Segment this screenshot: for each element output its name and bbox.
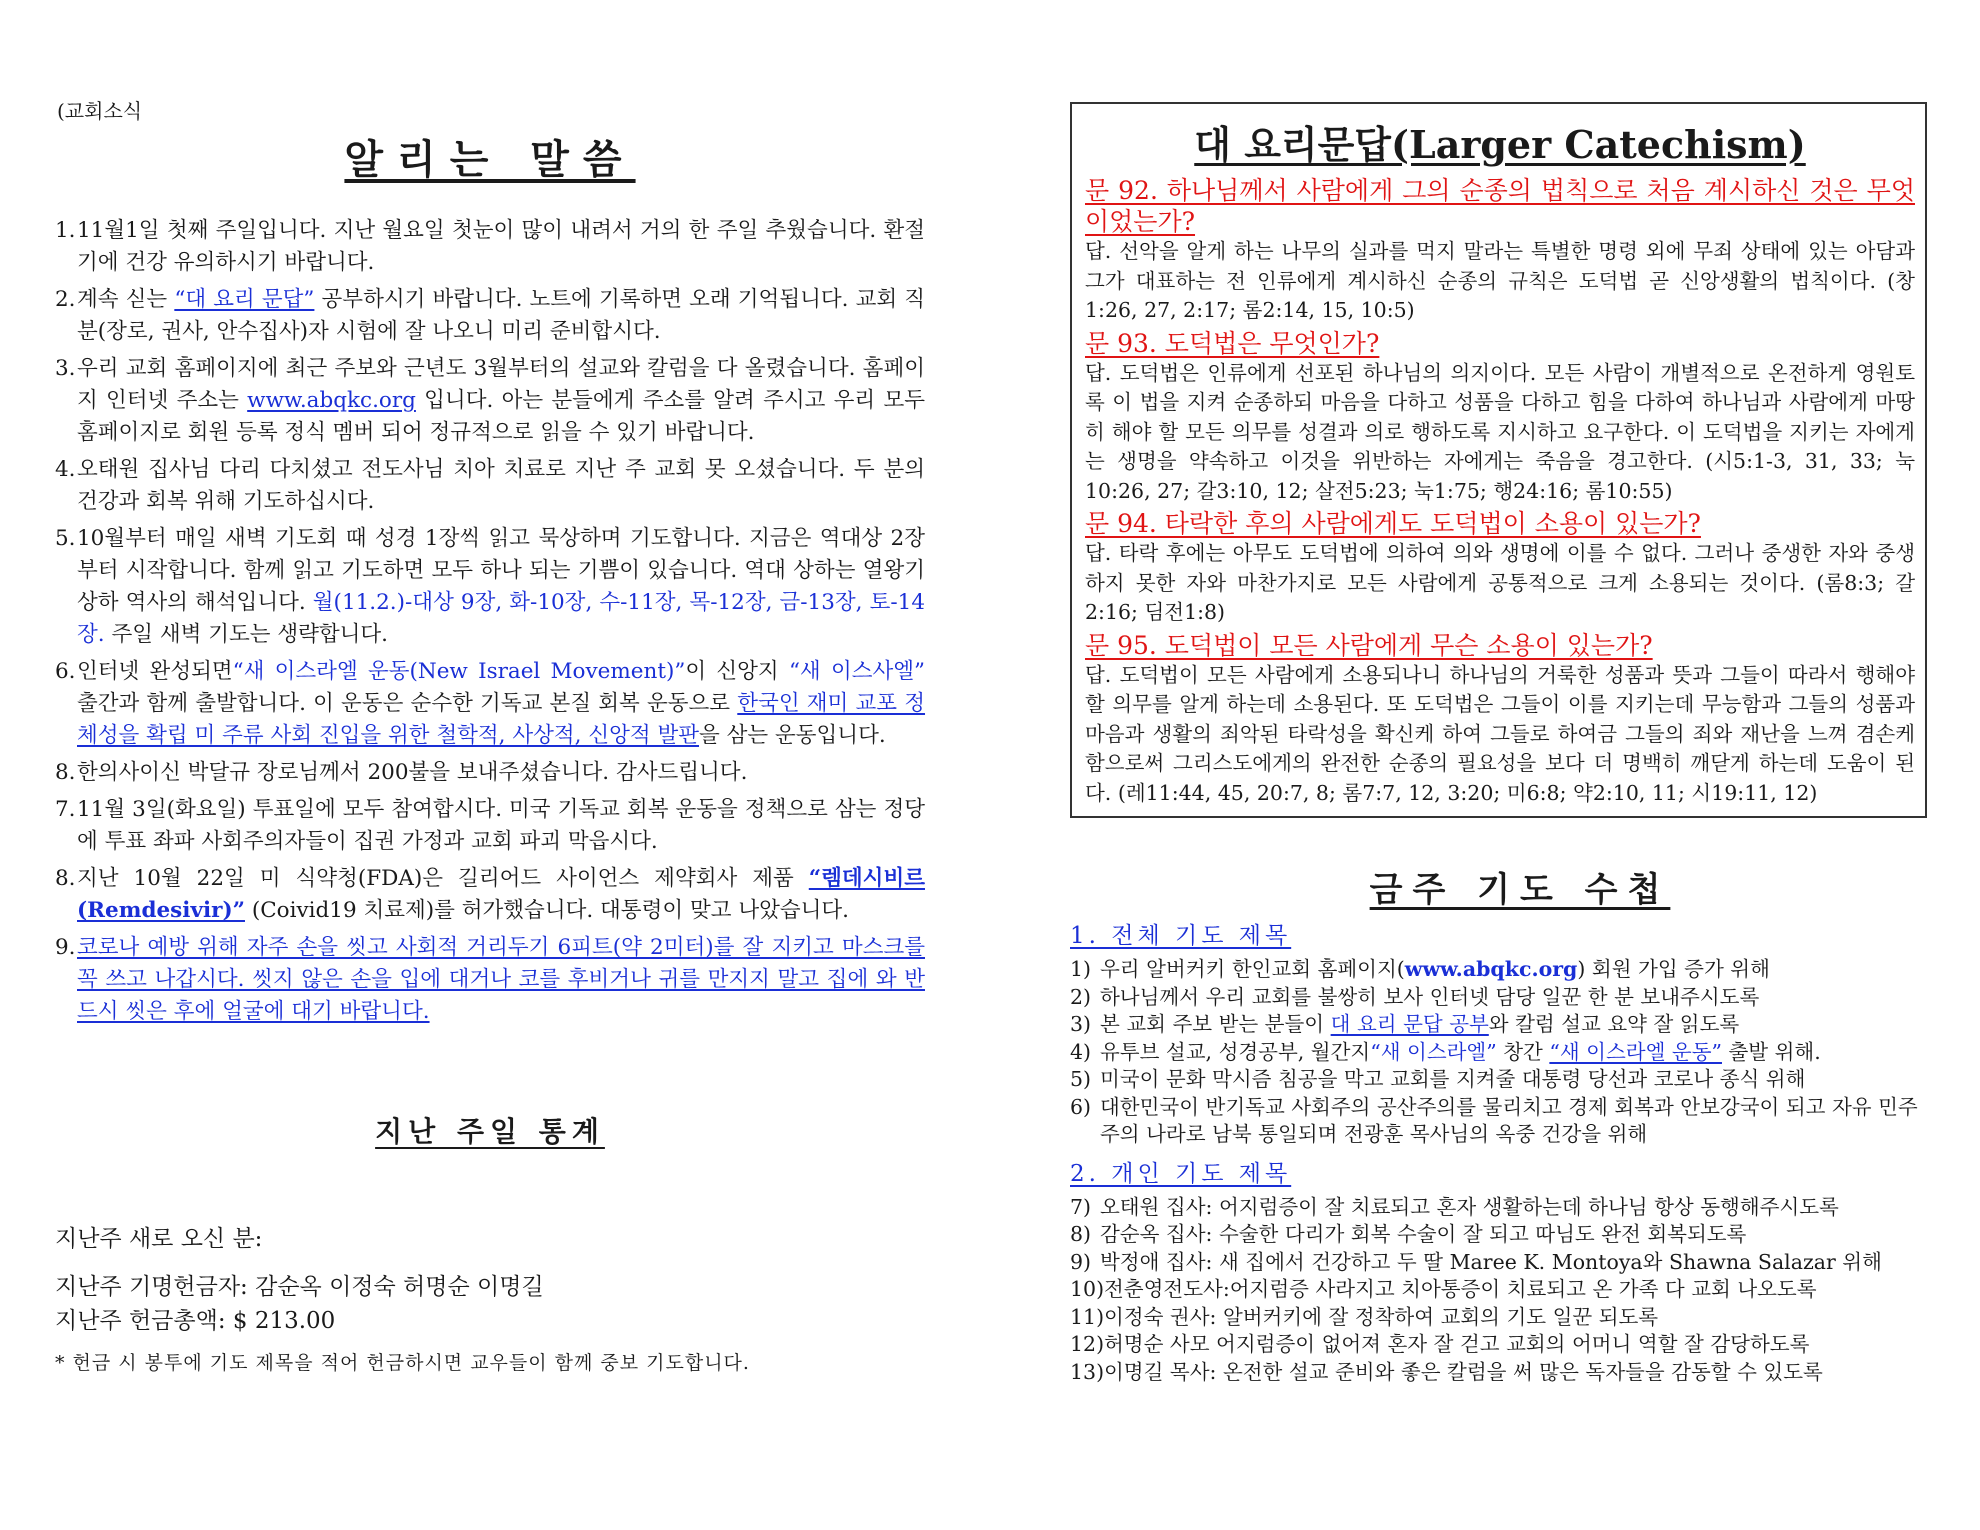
- announcements-title: 알리는 말씀: [344, 136, 636, 183]
- prayer-number: 12): [1070, 1332, 1105, 1356]
- text-run: 주일 새벽 기도는 생략합니다.: [104, 622, 389, 647]
- text-run: 을 삼는 운동입니다.: [699, 723, 886, 748]
- text-run: 출발 위해.: [1721, 1039, 1821, 1064]
- catechism-question: 문 94. 타락한 후의 사람에게도 도덕법이 소용이 있는가?: [1085, 509, 1701, 538]
- catechism-list: [1085, 175, 1915, 808]
- prayer-item: [1070, 984, 1930, 1012]
- text-run: www.abqkc.org: [1404, 957, 1578, 981]
- prayer-text: [1100, 956, 1930, 984]
- text-run: (Coivid19 치료제)를 허가했습니다. 대통령이 맞고 나았습니다.: [244, 898, 849, 923]
- prayer-number: 3): [1070, 1012, 1092, 1036]
- prayer-number: 10): [1070, 1277, 1105, 1301]
- announcement-number: 7.: [55, 797, 76, 822]
- catechism-answer: 답. 타락 후에는 아무도 도덕법에 의하여 의와 생명에 이를 수 없다. 그러나 중생한 자와 중생하지 못한 자와 마찬가지로 모든 사람에게 공통적으로 크게 소용되는 것이다. (롬8:3; 갈2:16; 딤전1:8): [1085, 541, 1915, 624]
- catechism-question: 문 92. 하나님께서 사람에게 그의 순종의 법칙으로 처음 계시하신 것은 무엇이었는가?: [1085, 176, 1915, 236]
- announcement-number: 8.: [55, 866, 76, 891]
- text-run: 우리 알버커키 한인교회 홈페이지(: [1100, 957, 1405, 981]
- announcement-item: [55, 353, 925, 449]
- prayer-item: [1070, 1359, 1930, 1387]
- text-run: 한의사이신 박달규 장로님께서 200불을 보내주셨습니다. 감사드립니다.: [77, 760, 748, 785]
- catechism-box: [1070, 102, 1927, 818]
- named-donors: 지난주 기명헌금자: 감순옥 이정숙 허명순 이명길: [55, 1274, 544, 1300]
- prayer-text: 허명순 사모 어지럼증이 없어져 혼자 잘 걷고 교회의 어머니 역할 잘 감당하도록: [1104, 1332, 1810, 1356]
- announcement-number: 4.: [55, 457, 76, 482]
- prayer-number: 6): [1070, 1094, 1092, 1119]
- text-run: 본 교회 주보 받는 분들이: [1100, 1012, 1331, 1036]
- prayer-number: 2): [1070, 984, 1092, 1009]
- prayer-item: [1070, 1194, 1930, 1222]
- text-run: “렘데시비르 (Remdesivir)”: [77, 866, 925, 923]
- stats-title: 지난 주일 통계: [375, 1115, 605, 1148]
- text-run: “새 이스라엘 운동(New Israel Movement)”: [232, 659, 686, 684]
- text-run: 출간과 함께 출발합니다. 이 운동은 순수한 기독교 본질 회복 운동으로: [77, 691, 738, 716]
- text-run: www.abqkc.org: [247, 388, 416, 413]
- prayer-item: [1070, 956, 1930, 984]
- prayer-section-personal: 2. 개인 기도 제목: [1070, 1160, 1292, 1187]
- prayer-section-general: 1. 전체 기도 제목: [1070, 923, 1292, 949]
- text-run: 월(11.2.)-대상 9장, 화-10장, 수-11장, 목-12장, 금-13장, 토-14장.: [77, 590, 925, 647]
- prayer-item: [1070, 1011, 1930, 1039]
- announcement-number: 3.: [55, 356, 76, 381]
- prayer-number: 5): [1070, 1067, 1092, 1091]
- text-run: 대 요리 문답 공부: [1330, 1012, 1489, 1036]
- catechism-answer: 답. 도덕법은 인류에게 선포된 하나님의 의지이다. 모든 사람이 개별적으로 온전하게 영원토록 이 법을 지켜 순종하되 마음을 다하고 성품을 다하고 힘을 다하여 하나님과 사람에게 마땅히 해야 할 모든 의무를 성결과 의로 행하도록 지시하고 요구한다. 이 도덕법을 지키는 자에게는 생명을 약속하고 이것을 위반하는 자에게는 죽음을 경고한다. (시5:1-3, 31, 33; 눅10:26, 27; 갈3:10, 12; 살전5:23; 눅1:75; 행24:16; 롬10:55): [1085, 360, 1915, 503]
- text-run: 인터넷 완성되면: [77, 659, 233, 684]
- text-run: “대 요리 문답”: [174, 287, 315, 312]
- text-run: 이 신앙지: [685, 659, 789, 684]
- announcement-item: [55, 284, 925, 348]
- text-run: “새 이스라엘 운동”: [1549, 1039, 1722, 1064]
- section-tag: (교회소식: [57, 99, 143, 123]
- announcements-list: [55, 215, 925, 1028]
- announcement-text: [77, 757, 925, 789]
- announcement-item: [55, 757, 925, 789]
- text-run: 지난 10월 22일 미 식약청(FDA)은 길리어드 사이언스 제약회사 제품: [77, 866, 809, 891]
- prayer-text: 전춘영전도사:어지럼증 사라지고 치아통증이 치료되고 온 가족 다 교회 나오도록: [1104, 1277, 1817, 1301]
- announcement-number: 5.: [55, 526, 76, 551]
- prayer-item: [1070, 1249, 1930, 1277]
- right-column: [1070, 102, 1930, 1386]
- prayer-text: 이명길 목사: 온전한 설교 준비와 좋은 칼럼을 써 많은 독자들을 감동할 수 있도록: [1104, 1359, 1823, 1384]
- prayer-text: [1100, 1066, 1930, 1094]
- announcement-text: [77, 215, 925, 279]
- offering-total: 지난주 헌금총액: $ 213.00: [55, 1308, 336, 1334]
- prayer-text: 박정애 집사: 새 집에서 건강하고 두 딸 Maree K. Montoya와 Shawna Salazar 위해: [1100, 1249, 1882, 1274]
- prayer-number: 4): [1070, 1039, 1092, 1064]
- prayer-text: 감순옥 집사: 수술한 다리가 회복 수술이 잘 되고 따님도 완전 회복되도록: [1100, 1222, 1747, 1246]
- text-run: 코로나 예방 위해 자주 손을 씻고 사회적 거리두기 6피트(약 2미터)를 잘 지키고 마스크를 꼭 쓰고 나갑시다. 씻지 않은 손을 입에 대거나 코를 후비거나 귀를 만지지 말고 집에 와 반드시 씻은 후에 얼굴에 대기 바랍니다.: [77, 935, 925, 1024]
- text-run: 하나님께서 우리 교회를 불쌍히 보사 인터넷 담당 일꾼 한 분 보내주시도록: [1100, 984, 1760, 1009]
- text-run: “새 이스라엘”: [1370, 1039, 1497, 1064]
- announcement-item: [55, 454, 925, 518]
- announcement-item: [55, 215, 925, 279]
- prayer-text: [1100, 1094, 1930, 1149]
- announcement-item: [55, 863, 925, 927]
- text-run: 공부하시기 바랍니다. 노트에 기록하면 오래 기억됩니다. 교회 직분(장로, 권사, 안수집사)자 시험에 잘 나오니 미리 준비합시다.: [77, 287, 926, 344]
- prayer-item: [1070, 1304, 1930, 1332]
- text-run: ) 회원 가입 증가 위해: [1577, 957, 1770, 981]
- catechism-question: 문 95. 도덕법이 모든 사람에게 무슨 소용이 있는가?: [1085, 630, 1653, 660]
- announcement-text: [77, 656, 925, 752]
- prayer-text: 오태원 집사: 어지럼증이 잘 치료되고 혼자 생활하는데 하나님 항상 동행해주시도록: [1100, 1194, 1839, 1219]
- announcement-text: [77, 932, 925, 1028]
- announcement-text: [77, 863, 925, 927]
- announcement-text: [77, 794, 925, 858]
- text-run: 대한민국이 반기독교 사회주의 공산주의를 물리치고 경제 회복과 안보강국이 되고 자유 민주주의 나라로 남북 통일되며 전광훈 목사님의 옥중 건강을 위해: [1100, 1094, 1918, 1146]
- offering-note: * 헌금 시 봉투에 기도 제목을 적어 헌금하시면 교우들이 함께 중보 기도합니다.: [55, 1352, 750, 1374]
- prayer-text: [1100, 1011, 1930, 1039]
- new-visitors: 지난주 새로 오신 분:: [55, 1226, 263, 1252]
- announcement-number: 8.: [55, 760, 76, 785]
- prayer-number: 9): [1070, 1249, 1092, 1274]
- text-run: 우리 교회 홈페이지에 최근 주보와 근년도 3월부터의 설교와 칼럼을 다 올렸습니다. 홈페이지 인터넷 주소는: [77, 356, 925, 413]
- announcement-item: [55, 932, 925, 1028]
- announcement-item: [55, 656, 925, 752]
- prayer-number: 13): [1070, 1359, 1105, 1384]
- prayer-number: 8): [1070, 1222, 1092, 1246]
- prayer-text: [1100, 1039, 1930, 1067]
- announcement-text: [77, 353, 925, 449]
- text-run: 와 칼럼 설교 요약 잘 읽도록: [1488, 1012, 1740, 1036]
- prayer-list-personal: [1070, 1194, 1930, 1387]
- announcement-number: 6.: [55, 659, 76, 684]
- stats-block: [55, 1222, 925, 1380]
- text-run: 미국이 문화 막시즘 침공을 막고 교회를 지켜줄 대통령 당선과 코로나 종식 위해: [1100, 1067, 1806, 1091]
- text-run: 10월부터 매일 새벽 기도회 때 성경 1장씩 읽고 묵상하며 기도합니다. 지금은 역대상 2장부터 시작합니다. 함께 읽고 기도하면 모두 하나 되는 기쁨이 있습니다. 역대 상하는 열왕기 상하 역사의 해석입니다.: [77, 526, 925, 615]
- announcement-number: 2.: [55, 287, 76, 312]
- catechism-answer: 답. 도덕법이 모든 사람에게 소용되나니 하나님의 거룩한 성품과 뜻과 그들이 따라서 행해야 할 의무를 알게 하는데 소용된다. 또 도덕법은 그들이 이를 지키는데 무능함과 그들의 성품과 마음과 생활의 죄악된 타락성을 확신케 하여 그들로 하여금 그들의 죄와 재난을 느껴 겸손케 함으로써 그리스도에게의 완전한 순종의 필요성을 보다 더 명백히 깨닫게 하는데 도움이 된다. (레11:44, 45, 20:7, 8; 롬7:7, 12, 3:20; 미6:8; 약2:10, 11; 시19:11, 12): [1085, 662, 1915, 805]
- prayer-number: 7): [1070, 1194, 1092, 1219]
- text-run: 창간: [1496, 1039, 1550, 1064]
- announcement-item: [55, 523, 925, 651]
- prayer-item: [1070, 1039, 1930, 1067]
- prayer-text: 이정숙 권사: 알버커키에 잘 정착하여 교회의 기도 일꾼 되도록: [1104, 1304, 1659, 1329]
- left-column: [55, 95, 925, 1380]
- announcement-number: 9.: [55, 935, 76, 960]
- prayer-item: [1070, 1276, 1930, 1304]
- prayer-list-general: [1070, 956, 1930, 1149]
- announcement-item: [55, 794, 925, 858]
- text-run: 11월 3일(화요일) 투표일에 모두 참여합시다. 미국 기독교 회복 운동을 정책으로 삼는 정당에 투표 좌파 사회주의자들이 집권 가정과 교회 파괴 막읍시다.: [77, 797, 925, 854]
- text-run: 한국인 재미 교포 정체성을 확립 미 주류 사회 진입을 위한 철학적, 사상적, 신앙적 발판: [77, 691, 926, 748]
- prayer-item: [1070, 1094, 1930, 1149]
- announcement-text: [77, 284, 925, 348]
- catechism-title: 대 요리문답(Larger Catechism): [1194, 122, 1806, 167]
- prayer-title: 금주 기도 수첩: [1369, 870, 1671, 910]
- announcement-number: 1.: [55, 218, 76, 243]
- text-run: 입니다. 아는 분들에게 주소를 알려 주시고 우리 모두 홈페이지로 회원 등록 정식 멤버 되어 정규적으로 읽을 수 있기 바랍니다.: [77, 388, 925, 445]
- announcement-text: [77, 454, 925, 518]
- announcement-text: [77, 523, 925, 651]
- prayer-item: [1070, 1066, 1930, 1094]
- prayer-item: [1070, 1331, 1930, 1359]
- text-run: “새 이스사엘”: [788, 659, 926, 684]
- text-run: 유투브 설교, 성경공부, 월간지: [1100, 1039, 1371, 1064]
- prayer-item: [1070, 1221, 1930, 1249]
- prayer-number: 11): [1070, 1304, 1105, 1329]
- prayer-text: [1100, 984, 1930, 1012]
- prayer-number: 1): [1070, 957, 1092, 981]
- catechism-question: 문 93. 도덕법은 무엇인가?: [1085, 328, 1380, 358]
- text-run: 계속 싣는: [77, 287, 175, 312]
- text-run: 오태원 집사님 다리 다치셨고 전도사님 치아 치료로 지난 주 교회 못 오셨습니다. 두 분의 건강과 회복 위해 기도하십시다.: [77, 457, 925, 514]
- text-run: 11월1일 첫째 주일입니다. 지난 월요일 첫눈이 많이 내려서 거의 한 주일 추웠습니다. 환절기에 건강 유의하시기 바랍니다.: [77, 218, 925, 275]
- catechism-answer: 답. 선악을 알게 하는 나무의 실과를 먹지 말라는 특별한 명령 외에 무죄 상태에 있는 아담과 그가 대표하는 전 인류에게 계시하신 순종의 규칙은 도덕법 곧 신앙생활의 법칙이다. (창1:26, 27, 2:17; 롬2:14, 15, 10:5): [1085, 239, 1915, 322]
